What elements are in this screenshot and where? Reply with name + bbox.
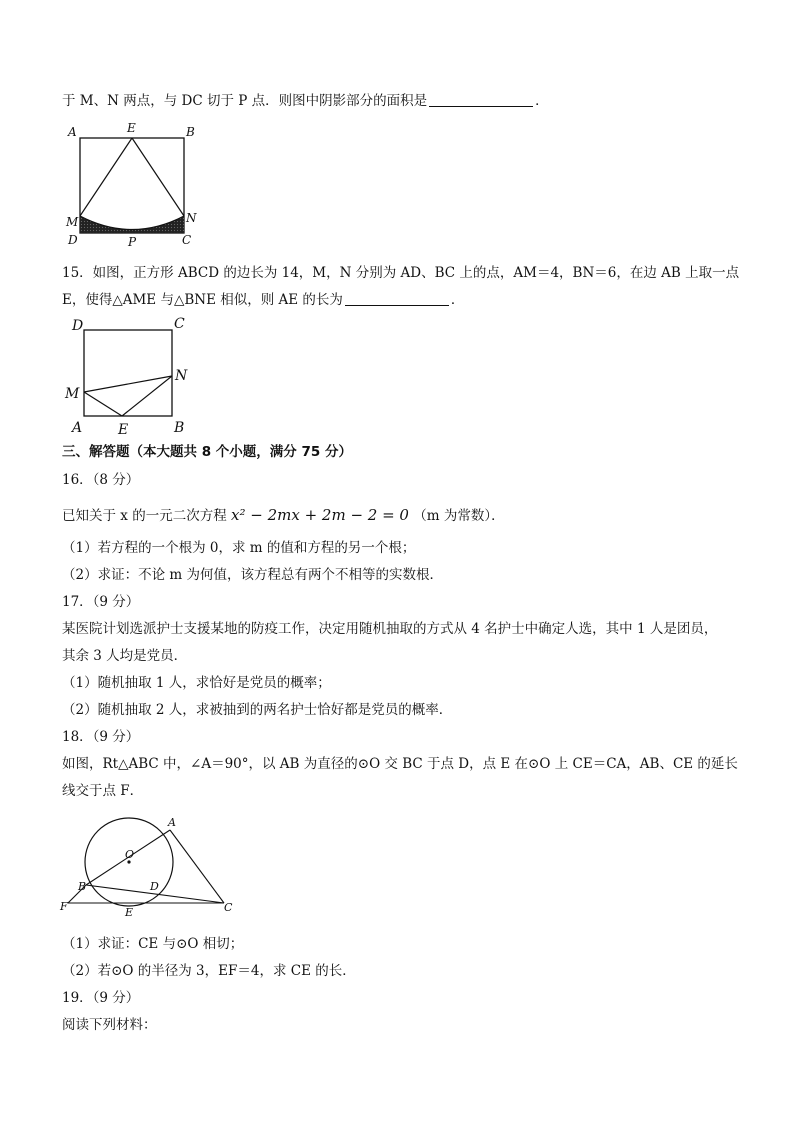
q17-part1: （1）随机抽取 1 人，求恰好是党员的概率； [62,675,331,691]
section-title: 三、解答题（本大题共 8 个小题，满分 75 分） [62,444,352,460]
label-c-15: C [174,316,185,332]
label-c: C [182,233,192,247]
label-f-18: F [60,900,68,913]
label-a-18: A [168,816,176,829]
label-b-18: B [78,880,87,893]
answer-blank-14[interactable] [429,92,533,107]
label-e-15: E [118,422,129,436]
segment-en-15 [122,376,172,416]
q16-part1: （1）若方程的一个根为 0，求 m 的值和方程的另一个根； [62,540,416,556]
segment-em [80,138,132,216]
label-n: N [186,211,197,225]
q18-stem2: 线交于点 F． [62,783,144,799]
q15-line2 [62,291,464,309]
q16-part2: （2）求证：不论 m 为何值，该方程总有两个不相等的实数根． [62,567,443,583]
label-e: E [127,121,136,135]
label-a: A [68,125,77,139]
label-a-15: A [72,420,83,436]
q19-head: 19．（9 分） [62,990,140,1006]
segment-ac [170,830,224,903]
q19-stem: 阅读下列材料： [62,1017,157,1033]
label-d-15: D [72,318,84,334]
label-n-15: N [175,368,188,384]
q16-stem-a: 已知关于 x 的一元二次方程 [62,508,227,524]
label-p: P [128,235,137,249]
q16-stem-b: （m 为常数）． [413,508,505,524]
segment-mn [84,376,172,392]
q16-head: 16．（8 分） [62,472,140,488]
figure-18 [58,814,248,926]
q15-line1: 15．如图，正方形 ABCD 的边长为 14，M，N 分别为 AD、BC 上的点，AM＝4，BN＝6，在边 AB 上取一点 [62,265,740,281]
label-o-18: O [125,848,135,861]
q17-part2: （2）随机抽取 2 人，求被抽到的两名护士恰好都是党员的概率． [62,702,453,718]
q16-stem [62,506,505,525]
q18-head: 18．（9 分） [62,729,140,745]
label-d-18: D [150,880,159,893]
figure-14 [62,118,202,250]
q14-tail [62,92,549,110]
q17-stem1: 某医院计划选派护士支援某地的防疫工作，决定用随机抽取的方式从 4 名护士中确定人选，其中 1 人是团员， [62,621,718,637]
q18-part1: （1）求证：CE 与⊙O 相切； [62,936,244,952]
q14-tail-end: ． [535,93,549,109]
label-d: D [68,233,78,247]
label-b-15: B [174,420,185,436]
segment-me [84,392,122,416]
q17-head: 17．（9 分） [62,594,140,610]
label-e-18: E [125,906,134,919]
segment-en [132,138,184,216]
q17-stem2: 其余 3 人均是党员． [62,648,188,664]
q16-equation: x² − 2mx + 2m − 2 = 0 [231,506,409,524]
q18-part2: （2）若⊙O 的半径为 3，EF＝4，求 CE 的长． [62,963,356,979]
label-m: M [66,215,79,229]
square-abcd-15 [84,330,172,416]
shaded-region [80,216,184,233]
label-m-15: M [65,386,80,402]
answer-blank-15[interactable] [345,291,449,306]
square-abcd [80,138,184,233]
q18-stem1: 如图，Rt△ABC 中，∠A＝90°，以 AB 为直径的⊙O 交 BC 于点 D，点 E 在⊙O 上 CE＝CA，AB、CE 的延长 [62,756,738,772]
label-c-18: C [224,901,233,914]
label-b: B [186,125,195,139]
q15-line2-text: E，使得△AME 与△BNE 相似，则 AE 的长为 [62,292,343,308]
q15-end: ． [450,292,465,308]
q14-tail-text: 于 M、N 两点，与 DC 切于 P 点．则图中阴影部分的面积是 [62,93,428,109]
figure-15 [62,314,202,436]
